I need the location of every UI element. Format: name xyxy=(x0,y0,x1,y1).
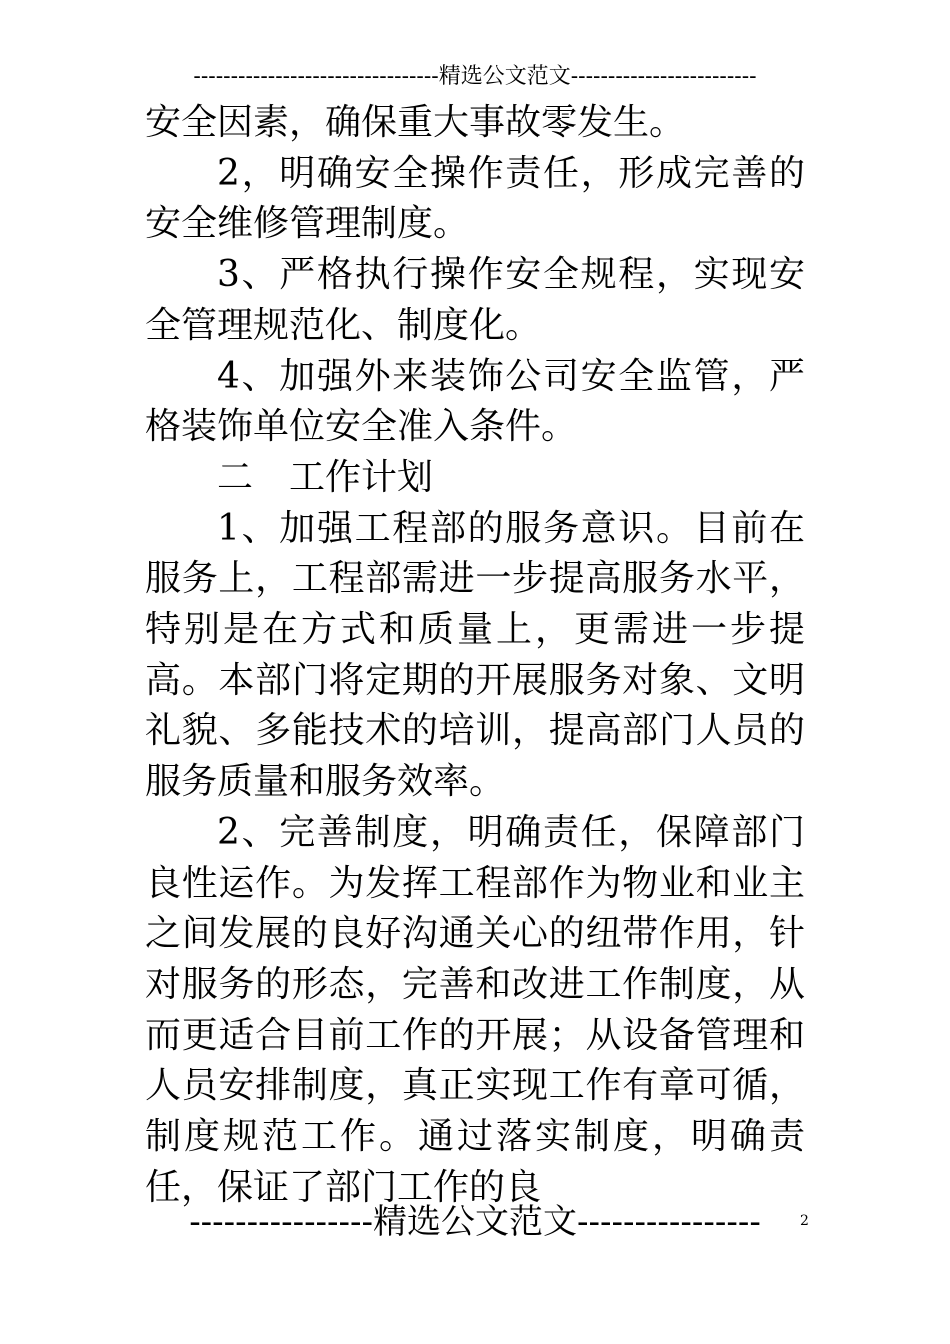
paragraph-item-3: 3、严格执行操作安全规程，实现安全管理规范化、制度化。 xyxy=(145,254,805,346)
paragraph-item-4: 4、加强外来装饰公司安全监管，严格装饰单位安全准入条件。 xyxy=(145,355,805,448)
paragraph-item-2: 2，明确安全操作责任，形成完善的安全维修管理制度。 xyxy=(145,152,805,245)
paragraph-continuation: 安全因素，确保重大事故零发生。 xyxy=(145,102,686,143)
page-number: 2 xyxy=(800,1213,809,1229)
plan-item-2: 2、完善制度，明确责任，保障部门良性运作。为发挥工程部作为物业和业主之间发展的良好沟通关心的纽带作用，针对服务的形态，完善和改进工作制度，从而更适合目前工作的开展；从设备管理和人员安排制度，真正实现工作有章可循，制度规范工作。通过落实制度，明确责任，保证了部门工作的良 xyxy=(145,811,805,1208)
plan-item-1: 1、加强工程部的服务意识。目前在服务上，工程部需进一步提高服务水平，特别是在方式和质量上，更需进一步提高。本部门将定期的开展服务对象、文明礼貌、多能技术的培训，提高部门人员的服务质量和服务效率。 xyxy=(145,507,805,803)
document-body xyxy=(145,98,805,1213)
page-footer: ----------------精选公文范文---------------- xyxy=(189,1202,761,1242)
page-header: ---------------------------------精选公文范文------------------------- xyxy=(193,64,757,89)
section-heading: 二 工作计划 xyxy=(217,456,434,498)
